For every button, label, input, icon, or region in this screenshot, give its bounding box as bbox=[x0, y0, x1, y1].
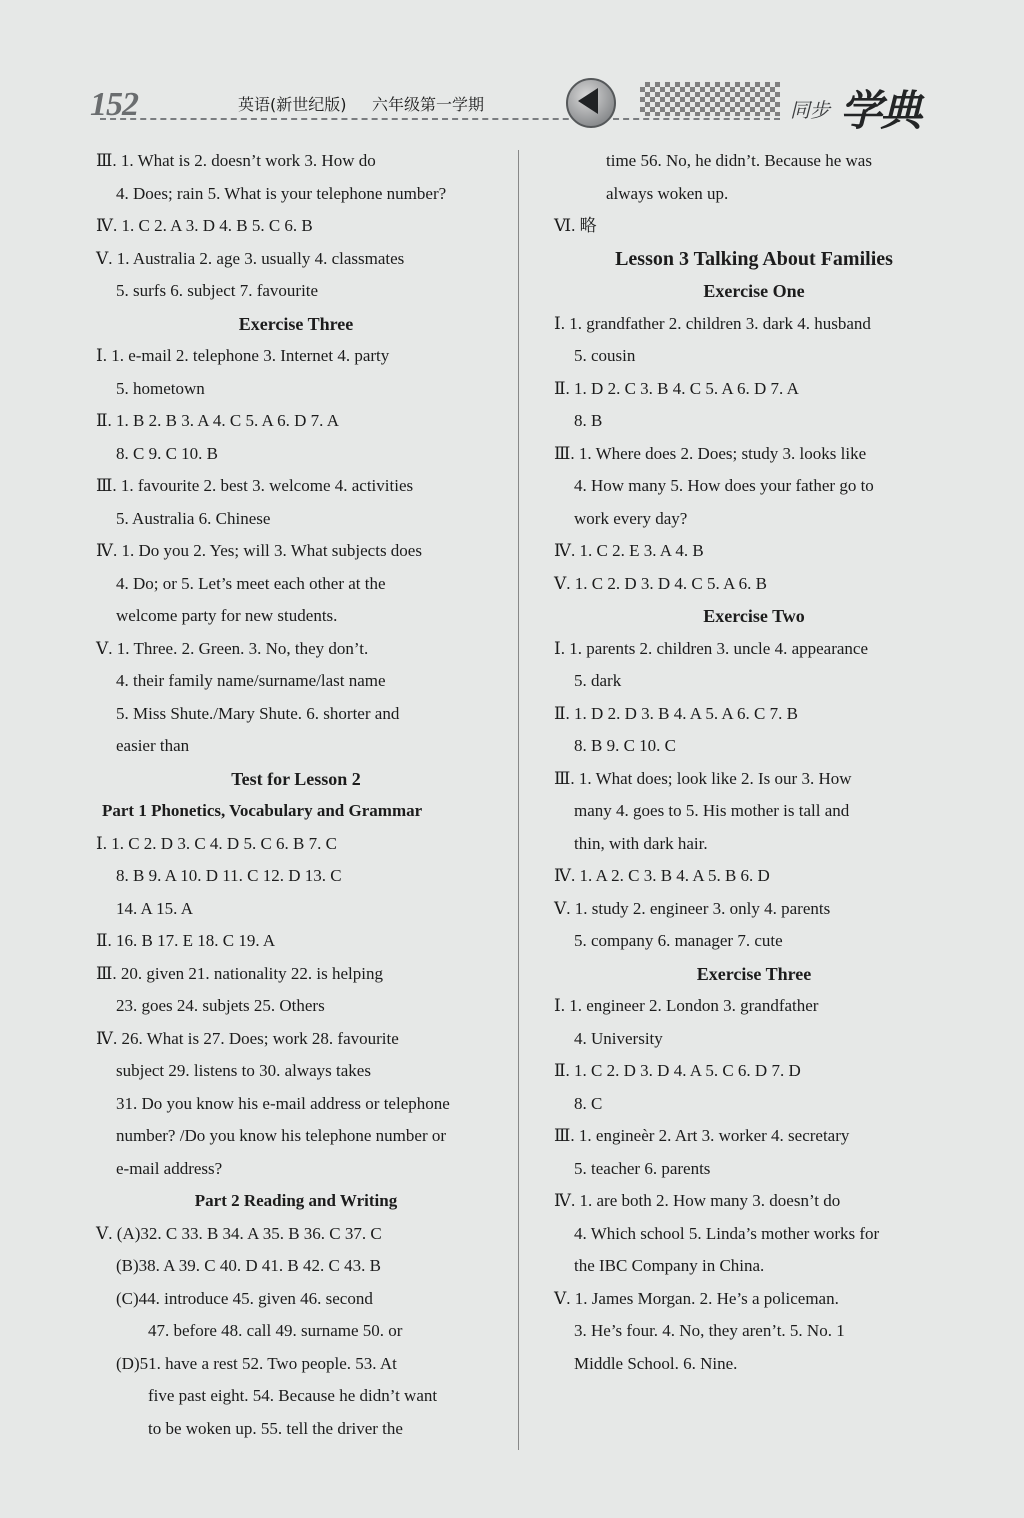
answer-line: 5. teacher 6. parents bbox=[574, 1158, 711, 1178]
answer-line: many 4. goes to 5. His mother is tall and bbox=[574, 801, 850, 820]
answer-line: Ⅱ. 1. C 2. D 3. D 4. A 5. C 6. D 7. D bbox=[554, 1061, 801, 1080]
answer-line: 47. before 48. call 49. surname 50. or bbox=[148, 1321, 403, 1340]
answer-line: Ⅰ. 1. engineer 2. London 3. grandfather bbox=[554, 996, 819, 1015]
answer-line: Ⅲ. 1. What is 2. doesn’t work 3. How do bbox=[96, 151, 376, 170]
answer-line: five past eight. 54. Because he didn’t want bbox=[148, 1386, 438, 1405]
answer-line: 5. hometown bbox=[116, 378, 205, 398]
answer-line: 8. B 9. C 10. C bbox=[574, 736, 677, 755]
answer-line: 5. dark bbox=[574, 671, 622, 690]
answer-line: Ⅰ. 1. grandfather 2. children 3. dark 4. husband bbox=[554, 313, 871, 333]
answer-line: Ⅳ. 26. What is 27. Does; work 28. favourite bbox=[96, 1028, 399, 1048]
answer-line: Ⅴ. 1. Three. 2. Green. 3. No, they don’t. bbox=[96, 638, 369, 658]
answer-line: 5. Miss Shute./Mary Shute. 6. shorter and bbox=[116, 703, 400, 723]
page-header bbox=[0, 0, 1024, 140]
answer-line: 4. Do; or 5. Let’s meet each other at the bbox=[116, 573, 386, 593]
answer-line: to be woken up. 55. tell the driver the bbox=[148, 1418, 403, 1438]
answer-line: thin, with dark hair. bbox=[574, 833, 708, 853]
part-heading: Part 2 Reading and Writing bbox=[194, 1191, 398, 1210]
answer-line: Ⅲ. 1. favourite 2. best 3. welcome 4. activities bbox=[96, 476, 414, 495]
column-divider bbox=[518, 150, 519, 1450]
right-column bbox=[554, 145, 954, 1380]
answer-line: Ⅱ. 1. B 2. B 3. A 4. C 5. A 6. D 7. A bbox=[96, 411, 339, 430]
answer-line: Ⅳ. 1. C 2. E 3. A 4. B bbox=[554, 541, 704, 560]
lesson-heading: Lesson 3 Talking About Families bbox=[615, 247, 893, 270]
answer-line: 5. cousin bbox=[574, 346, 636, 365]
answer-line: Ⅲ. 1. engineèr 2. Art 3. worker 4. secretary bbox=[554, 1126, 850, 1145]
brand-small: 同步 bbox=[790, 98, 830, 122]
answer-line: 4. University bbox=[574, 1028, 663, 1048]
answer-line: Ⅰ. 1. e-mail 2. telephone 3. Internet 4. party bbox=[96, 346, 390, 365]
answer-line: Ⅲ. 1. What does; look like 2. Is our 3. How bbox=[554, 768, 852, 788]
checker-pattern-decoration bbox=[640, 82, 780, 116]
answer-line: Ⅱ. 1. D 2. D 3. B 4. A 5. A 6. C 7. B bbox=[554, 703, 798, 723]
answer-line: 8. C bbox=[574, 1093, 603, 1113]
answer-line: Ⅱ. 16. B 17. E 18. C 19. A bbox=[96, 931, 276, 950]
answer-line: the IBC Company in China. bbox=[574, 1256, 765, 1275]
answer-line: always woken up. bbox=[606, 183, 729, 203]
answer-line: Ⅱ. 1. D 2. C 3. B 4. C 5. A 6. D 7. A bbox=[554, 378, 799, 398]
answer-line: Ⅴ. 1. James Morgan. 2. He’s a policeman. bbox=[554, 1288, 839, 1308]
part-heading: Part 1 Phonetics, Vocabulary and Grammar bbox=[102, 801, 423, 820]
triangle-left-icon bbox=[578, 88, 598, 114]
answer-line: 3. He’s four. 4. No, they aren’t. 5. No. 1 bbox=[574, 1321, 845, 1340]
answer-line: work every day? bbox=[574, 508, 688, 528]
answer-line: Middle School. 6. Nine. bbox=[574, 1353, 738, 1373]
answer-line: e-mail address? bbox=[116, 1158, 223, 1178]
answer-line: Ⅴ. (A)32. C 33. B 34. A 35. B 36. C 37. C bbox=[96, 1223, 382, 1243]
answer-line: welcome party for new students. bbox=[116, 606, 338, 625]
answer-line: (C)44. introduce 45. given 46. second bbox=[116, 1288, 373, 1308]
answer-line: 31. Do you know his e-mail address or telephone bbox=[116, 1093, 450, 1113]
answer-line: 8. B 9. A 10. D 11. C 12. D 13. C bbox=[116, 866, 342, 885]
header-dashed-rule bbox=[100, 118, 780, 120]
answer-line: 4. their family name/surname/last name bbox=[116, 671, 386, 690]
answer-line: number? /Do you know his telephone number or bbox=[116, 1126, 447, 1145]
answer-line: 4. Which school 5. Linda’s mother works for bbox=[574, 1223, 880, 1243]
section-heading: Test for Lesson 2 bbox=[231, 768, 361, 789]
answer-line: 5. Australia 6. Chinese bbox=[116, 508, 271, 528]
answer-line: Ⅴ. 1. C 2. D 3. D 4. C 5. A 6. B bbox=[554, 573, 767, 593]
answer-line: Ⅴ. 1. Australia 2. age 3. usually 4. classmates bbox=[96, 248, 405, 268]
answer-line: 5. surfs 6. subject 7. favourite bbox=[116, 281, 319, 300]
answer-line: time 56. No, he didn’t. Because he was bbox=[606, 151, 872, 170]
answer-line: Ⅳ. 1. C 2. A 3. D 4. B 5. C 6. B bbox=[96, 216, 313, 235]
answer-line: Ⅰ. 1. parents 2. children 3. uncle 4. appearance bbox=[554, 638, 869, 658]
answer-line: Ⅲ. 20. given 21. nationality 22. is helping bbox=[96, 963, 383, 983]
answer-line: 4. How many 5. How does your father go to bbox=[574, 476, 874, 495]
answer-line: Ⅵ. 略 bbox=[554, 216, 597, 235]
answer-line: Ⅳ. 1. Do you 2. Yes; will 3. What subjects does bbox=[96, 541, 422, 560]
answer-line: Ⅳ. 1. are both 2. How many 3. doesn’t do bbox=[554, 1191, 841, 1210]
answer-line: easier than bbox=[116, 736, 190, 755]
section-heading: Exercise Three bbox=[238, 313, 354, 334]
answer-line: 8. B bbox=[574, 411, 603, 430]
left-column bbox=[96, 145, 496, 1445]
answer-line: subject 29. listens to 30. always takes bbox=[116, 1061, 371, 1080]
answer-line: 5. company 6. manager 7. cute bbox=[574, 931, 783, 950]
section-heading: Exercise Three bbox=[696, 963, 812, 984]
page-number: 152 bbox=[90, 86, 138, 123]
answer-line: (D)51. have a rest 52. Two people. 53. At bbox=[116, 1353, 397, 1373]
grade-label: 六年级第一学期 bbox=[372, 95, 485, 114]
answer-line: (B)38. A 39. C 40. D 41. B 42. C 43. B bbox=[116, 1256, 381, 1275]
answer-line: 8. C 9. C 10. B bbox=[116, 443, 219, 463]
answer-line: Ⅰ. 1. C 2. D 3. C 4. D 5. C 6. B 7. C bbox=[96, 833, 337, 853]
answer-line: Ⅲ. 1. Where does 2. Does; study 3. looks like bbox=[554, 443, 867, 463]
subject-label: 英语(新世纪版) bbox=[238, 95, 347, 114]
answer-line: 4. Does; rain 5. What is your telephone number? bbox=[116, 183, 447, 203]
brand-logo: 学典 bbox=[840, 86, 921, 135]
answer-line: Ⅳ. 1. A 2. C 3. B 4. A 5. B 6. D bbox=[554, 866, 770, 885]
answer-line: 23. goes 24. subjets 25. Others bbox=[116, 996, 325, 1015]
section-heading: Exercise Two bbox=[703, 606, 805, 626]
section-heading: Exercise One bbox=[703, 281, 805, 301]
answer-line: Ⅴ. 1. study 2. engineer 3. only 4. parents bbox=[554, 898, 831, 918]
answer-line: 14. A 15. A bbox=[116, 898, 193, 918]
